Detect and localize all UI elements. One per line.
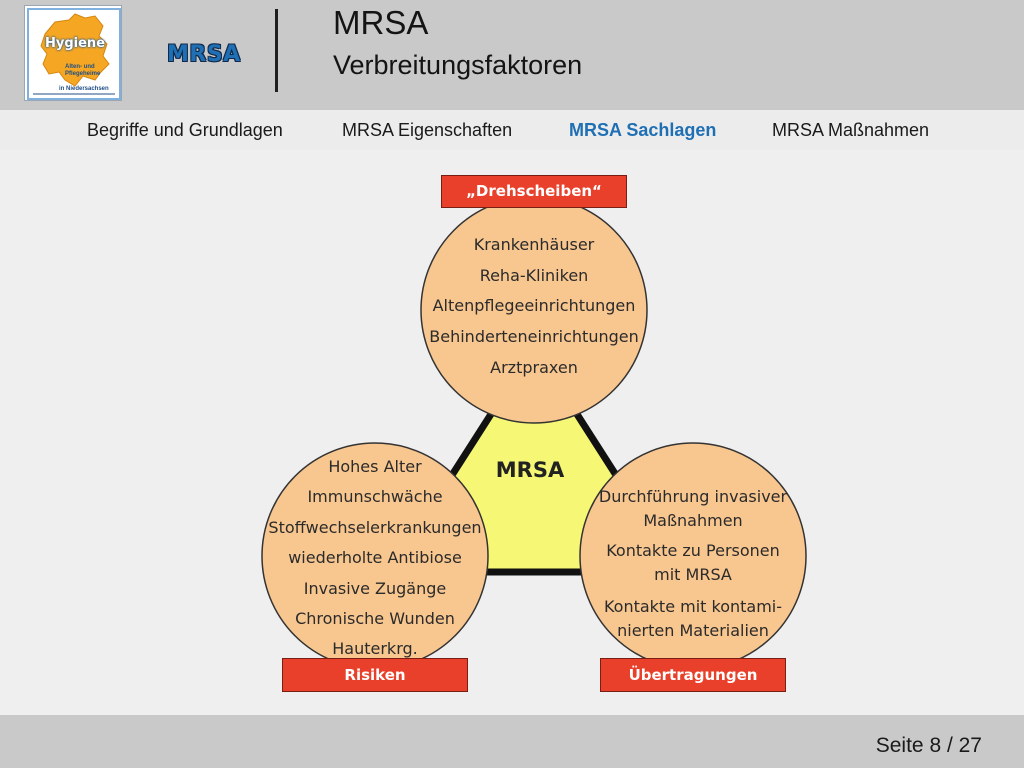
center-label: MRSA [495,458,565,482]
page-number: Seite 8 / 27 [875,734,982,757]
left-item-3: Stoffwechselerkrankungen [268,518,482,537]
top-item-1: Krankenhäuser [473,235,595,254]
left-item-1: Hohes Alter [328,457,422,476]
right-item-2: Maßnahmen [643,511,743,530]
nav-item-eigenschaften[interactable]: MRSA Eigenschaften [342,120,513,140]
logo-title: Hygiene [45,36,106,51]
right-item-5: Kontakte mit kontami- [603,597,783,616]
header-divider [275,9,278,92]
top-item-3: Altenpflegeeinrichtungen [432,296,636,315]
left-item-2: Immunschwäche [307,487,443,506]
top-item-4: Behinderteneinrichtungen [429,327,639,346]
header [0,0,1024,110]
section-nav [0,110,1024,150]
logo-line-3: in Niedersachsen [59,86,109,92]
top-item-2: Reha-Kliniken [479,266,589,285]
left-item-6: Chronische Wunden [295,609,455,628]
page-title: MRSA [333,4,429,41]
logo-line-1: Alten- und [65,64,95,70]
nav-item-begriffe[interactable]: Begriffe und Grundlagen [87,120,283,140]
top-item-5: Arztpraxen [490,358,578,377]
risiken-box: Risiken [282,658,468,692]
right-item-3: Kontakte zu Personen [606,541,780,560]
brand-label: MRSA [167,42,241,67]
left-item-4: wiederholte Antibiose [288,548,462,567]
right-item-6: nierten Materialien [617,621,769,640]
uebertragungen-box: Übertragungen [600,658,786,692]
right-item-1: Durchführung invasiver [598,487,788,506]
nav-item-massnahmen[interactable]: MRSA Maßnahmen [772,120,930,140]
page-subtitle: Verbreitungsfaktoren [333,50,583,80]
drehscheiben-box: „Drehscheiben“ [441,175,627,208]
left-item-7: Hauterkrg. [332,639,418,658]
nav-item-sachlagen[interactable]: MRSA Sachlagen [569,120,717,140]
distribution-diagram [0,150,1024,715]
hygiene-logo [24,5,122,101]
footer [0,715,1024,768]
right-item-4: mit MRSA [654,565,732,584]
logo-line-2: Pflegeheime [65,71,101,77]
left-item-5: Invasive Zugänge [303,579,447,598]
